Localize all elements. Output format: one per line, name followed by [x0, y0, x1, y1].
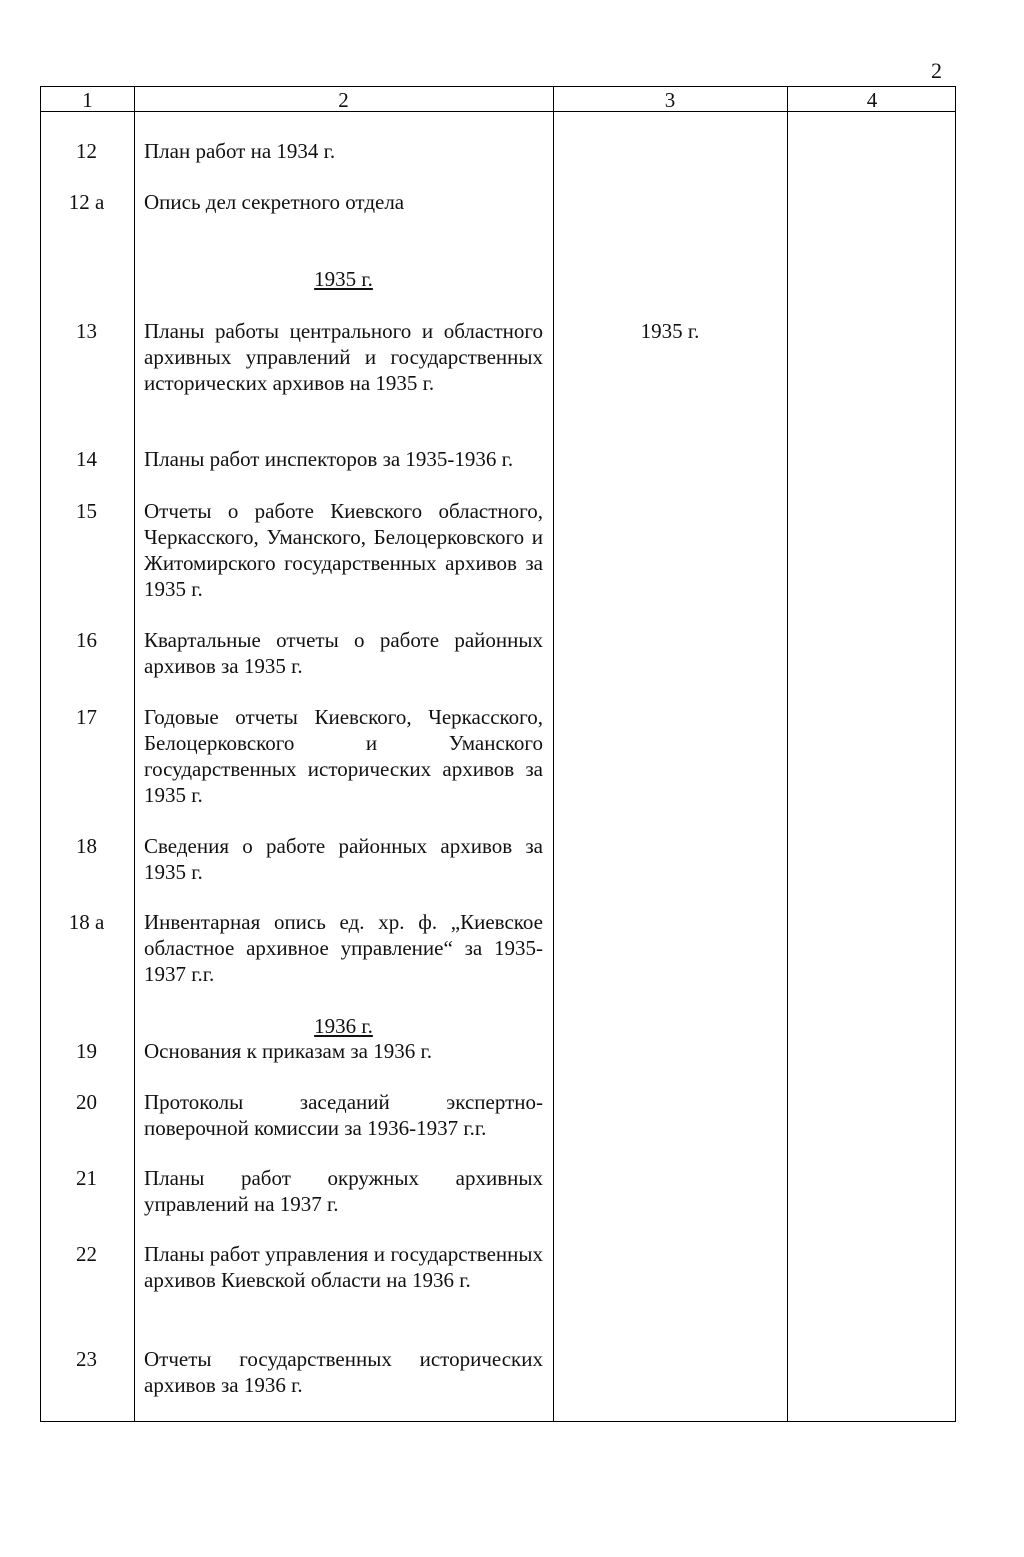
row-number: 19 [76, 1039, 97, 1063]
page-number: 2 [931, 58, 942, 83]
row-number: 12 а [68, 190, 105, 214]
row-title: План работ на 1934 г. [144, 139, 336, 163]
row-title: Годовые отчеты Киевского, Черкасского, Белоцерковского и Уманского государственных исторических архивов за 1935 г. [144, 705, 543, 807]
row-number: 20 [76, 1090, 97, 1114]
row-number: 23 [76, 1347, 97, 1371]
row-title: Планы работ окружных архивных управлений на 1937 г. [144, 1166, 543, 1216]
row-number: 18 а [68, 910, 105, 934]
row-number: 12 [76, 139, 97, 163]
row-title: Планы работ управления и государственных архивов Киевской области на 1936 г. [144, 1242, 543, 1292]
row-number: 13 [76, 319, 97, 343]
row-title: Инвентарная опись ед. хр. ф. „Киевское областное архивное управление“ за 1935-1937 г.г. [144, 910, 543, 986]
row-number: 16 [76, 628, 97, 652]
row-number: 14 [76, 447, 97, 471]
row-number: 15 [76, 499, 97, 523]
row-number: 22 [76, 1242, 97, 1266]
column-divider [553, 87, 554, 1421]
row-number: 21 [76, 1166, 97, 1190]
column-header-4: 4 [866, 88, 878, 112]
row-title: Планы работ инспекторов за 1935-1936 г. [144, 447, 514, 471]
column-header-2: 2 [338, 88, 349, 112]
column-header-3: 3 [664, 88, 676, 112]
column-header-1: 1 [82, 88, 93, 112]
year-heading: 1936 г. [314, 1014, 373, 1038]
row-dates: 1935 г. [640, 319, 700, 343]
row-title: Квартальные отчеты о работе районных архивов за 1935 г. [144, 628, 543, 678]
column-divider [134, 87, 135, 1421]
row-title: Сведения о работе районных архивов за 1935 г. [144, 834, 543, 884]
header-divider [41, 111, 955, 112]
row-title: Планы работы центрального и областного архивных управлений и государственных исторических архивов на 1935 г. [144, 319, 543, 395]
row-number: 17 [76, 705, 97, 729]
row-title: Протоколы заседаний экспертно-поверочной комиссии за 1936-1937 г.г. [144, 1090, 543, 1140]
row-title: Отчеты о работе Киевского областного, Черкасского, Уманского, Белоцерковского и Житомирского государственных архивов за 1935 г. [144, 499, 543, 601]
year-heading: 1935 г. [314, 267, 373, 291]
row-title: Опись дел секретного отдела [144, 190, 405, 214]
row-number: 18 [76, 834, 97, 858]
row-title: Основания к приказам за 1936 г. [144, 1039, 432, 1063]
row-title: Отчеты государственных исторических архивов за 1936 г. [144, 1347, 543, 1397]
column-divider [787, 87, 788, 1421]
